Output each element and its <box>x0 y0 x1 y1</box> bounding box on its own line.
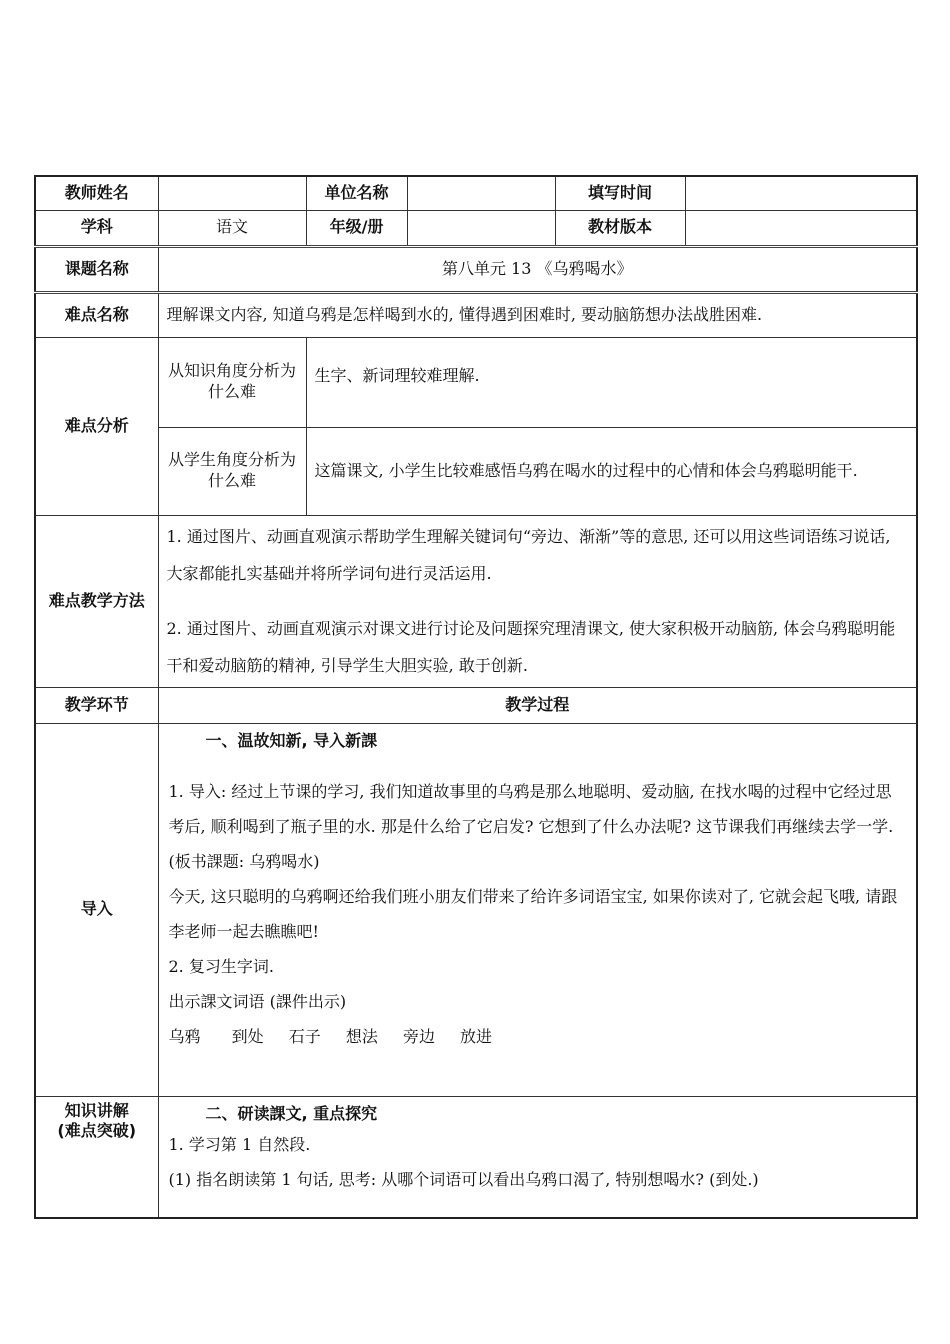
difficulty-value: 理解课文内容, 知道乌鸦是怎样喝到水的, 懂得遇到困难时, 要动脑筋想办法战胜困难. <box>158 292 917 337</box>
lesson-plan-table <box>34 175 918 1219</box>
difficulty-row <box>35 292 917 337</box>
process-header-row <box>35 687 917 723</box>
difficulty-label: 难点名称 <box>35 292 158 337</box>
knowledge-paragraph-2: (1) 指名朗读第 1 句话, 思考: 从哪个词语可以看出乌鸦口渴了, 特别想喝水? (到处.) <box>168 1169 759 1189</box>
knowledge-paragraph-1: 1. 学习第 1 自然段. <box>168 1134 311 1154</box>
word-item: 想法 <box>345 1026 378 1046</box>
grade-label: 年级/册 <box>306 210 407 246</box>
intro-paragraph-3: 2. 复习生字词. <box>168 956 274 976</box>
method-paragraph-1: 1. 通过图片、动画直观演示帮助学生理解关键词句“旁边、渐渐”等的意思, 还可以用这些词语练习说话, 大家都能扎实基础并将所学词句进行灵活运用. <box>166 527 891 583</box>
method-label: 难点教学方法 <box>35 515 158 687</box>
subject-label: 学科 <box>35 210 158 246</box>
word-item: 放进 <box>460 1026 493 1046</box>
unit-name-value <box>407 176 555 210</box>
textbook-label: 教材版本 <box>555 210 685 246</box>
analysis-student-label: 从学生角度分析为什么难 <box>158 427 306 515</box>
knowledge-cell <box>158 1096 917 1218</box>
word-item: 到处 <box>231 1026 264 1046</box>
header-row-2 <box>35 210 917 246</box>
grade-value <box>407 210 555 246</box>
teacher-name-value <box>158 176 306 210</box>
topic-value: 第八单元 13 《乌鸦喝水》 <box>158 246 917 292</box>
intro-paragraph-1: 1. 导入: 经过上节课的学习, 我们知道故事里的乌鸦是那么地聪明、爱动脑, 在找水喝的过程中它经过思考后, 顺利喝到了瓶子里的水. 那是什么给了它启发? 它想到了什么办法呢? 这节课我们再继续去学一学. (板书課题: 乌鸦喝水) <box>168 781 894 871</box>
analysis-student-value: 这篇课文, 小学生比较难感悟乌鸦在喝水的过程中的心情和体会乌鸦聪明能干. <box>306 427 917 515</box>
method-cell <box>158 515 917 687</box>
intro-cell <box>158 723 917 1096</box>
fill-time-value <box>685 176 917 210</box>
topic-label: 课题名称 <box>35 246 158 292</box>
subject-value: 语文 <box>158 210 306 246</box>
fill-time-label: 填写时间 <box>555 176 685 210</box>
analysis-knowledge-value: 生字、新词理较难理解. <box>306 337 917 427</box>
topic-row <box>35 246 917 292</box>
intro-row <box>35 723 917 1096</box>
word-item: 乌鸦 <box>168 1026 201 1046</box>
word-item: 石子 <box>288 1026 321 1046</box>
analysis-knowledge-label: 从知识角度分析为什么难 <box>158 337 306 427</box>
intro-heading: 一、温故知新, 导入新課 <box>205 730 378 750</box>
header-row-1 <box>35 176 917 210</box>
analysis-knowledge-row <box>35 337 917 427</box>
teacher-name-label: 教师姓名 <box>35 176 158 210</box>
knowledge-label-line-1: 知识讲解 <box>64 1100 129 1120</box>
method-paragraph-2: 2. 通过图片、动画直观演示对课文进行讨论及问题探究理清课文, 使大家积极开动脑筋, 体会乌鸦聪明能干和爱动脑筋的精神, 引导学生大胆实验, 敢于创新. <box>166 619 896 675</box>
analysis-label: 难点分析 <box>35 337 158 515</box>
textbook-value <box>685 210 917 246</box>
knowledge-label-cell <box>35 1096 158 1218</box>
method-row <box>35 515 917 687</box>
analysis-student-row <box>35 427 917 515</box>
word-item: 旁边 <box>402 1026 435 1046</box>
stage-label: 教学环节 <box>35 687 158 723</box>
intro-paragraph-2: 今天, 这只聪明的乌鸦啊还给我们班小朋友们带来了给许多词语宝宝, 如果你读对了, 它就会起飞哦, 请跟李老师一起去瞧瞧吧! <box>168 886 898 941</box>
knowledge-row <box>35 1096 917 1218</box>
unit-name-label: 单位名称 <box>306 176 407 210</box>
intro-spacer <box>169 754 907 774</box>
intro-label: 导入 <box>35 723 158 1096</box>
process-label: 教学过程 <box>158 687 917 723</box>
knowledge-label-line-2: (难点突破) <box>57 1121 137 1141</box>
intro-word-list <box>169 1019 907 1054</box>
knowledge-heading: 二、研读課文, 重点探究 <box>205 1103 378 1123</box>
intro-paragraph-4: 出示課文词语 (課件出示) <box>168 991 347 1011</box>
method-spacer <box>167 592 909 610</box>
